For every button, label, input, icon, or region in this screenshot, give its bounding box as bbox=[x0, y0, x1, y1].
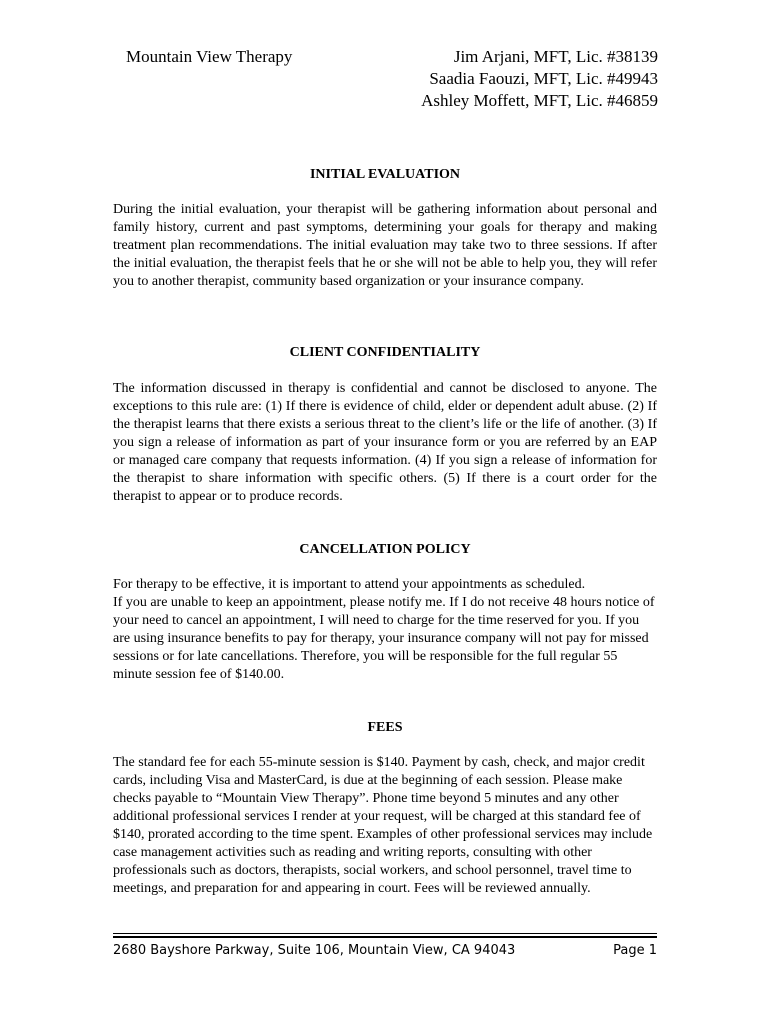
fees-section bbox=[113, 719, 657, 898]
footer-address: 2680 Bayshore Parkway, Suite 106, Mountain View, CA 94043 bbox=[113, 943, 516, 958]
section-paragraph: For therapy to be effective, it is important to attend your appointments as scheduled. If you are unable to keep an appointment, please notify me. If I do not receive 48 hours notice of your need to cancel an appointment, I will need to charge for the time reserved for you. If you are using insurance benefits to pay for therapy, your insurance company will not pay for missed sessions or for late cancellations. Therefore, you will be responsible for the full regular 55 minute session fee of $140.00. bbox=[113, 577, 655, 682]
section-heading: INITIAL EVALUATION bbox=[309, 167, 461, 182]
section-paragraph: During the initial evaluation, your therapist will be gathering information about personal and family history, current and past symptoms, determining your goals for therapy and making treatment plan recommendations. The initial evaluation may take two to three sessions. If after the initial evaluation, the therapist feels that he or she will not be able to help you, they will refer you to another therapist, community based organization or your insurance company. bbox=[113, 202, 657, 289]
section-heading: FEES bbox=[367, 720, 403, 735]
footer-divider bbox=[113, 933, 657, 934]
section-heading: CANCELLATION POLICY bbox=[299, 542, 471, 557]
therapist-list bbox=[421, 46, 658, 112]
section-paragraph: The standard fee for each 55-minute session is $140. Payment by cash, check, and major credit cards, including Visa and MasterCard, is due at the beginning of each session. Please make checks payable to “Mountain View Therapy”. Phone time beyond 5 minutes and any other additional professional services I render at your request, will be charged at this standard fee of $140, prorated according to the time spent. Examples of other professional services may include case management activities such as reading and writing reports, consulting with other professionals such as doctors, therapists, social workers, and school personnel, travel time to meetings, and preparation for and appearing in court. Fees will be reviewed annually. bbox=[113, 755, 653, 896]
practice-name: Mountain View Therapy bbox=[126, 47, 293, 66]
therapist-line: Ashley Moffett, MFT, Lic. #46859 bbox=[421, 91, 658, 110]
therapist-line: Jim Arjani, MFT, Lic. #38139 bbox=[453, 47, 658, 66]
page-number: Page 1 bbox=[613, 943, 657, 958]
therapist-line: Saadia Faouzi, MFT, Lic. #49943 bbox=[429, 69, 658, 88]
initial-evaluation-section bbox=[113, 166, 657, 291]
client-confidentiality-section bbox=[113, 344, 657, 506]
footer-divider bbox=[113, 936, 657, 938]
section-paragraph: The information discussed in therapy is confidential and cannot be disclosed to anyone. The exceptions to this rule are: (1) If there is evidence of child, elder or dependent adult abuse. (2) If the therapist learns that there exists a serious threat to the client’s life or the life of another. (3) If you sign a release of information as part of your insurance form or you are referred by an EAP or managed care company that requests information. (4) If you sign a release of information for the therapist to share information with specific others. (5) If there is a court order for the therapist to appear or to produce records. bbox=[113, 381, 657, 504]
section-heading: CLIENT CONFIDENTIALITY bbox=[289, 345, 481, 360]
cancellation-policy-section bbox=[113, 541, 657, 684]
